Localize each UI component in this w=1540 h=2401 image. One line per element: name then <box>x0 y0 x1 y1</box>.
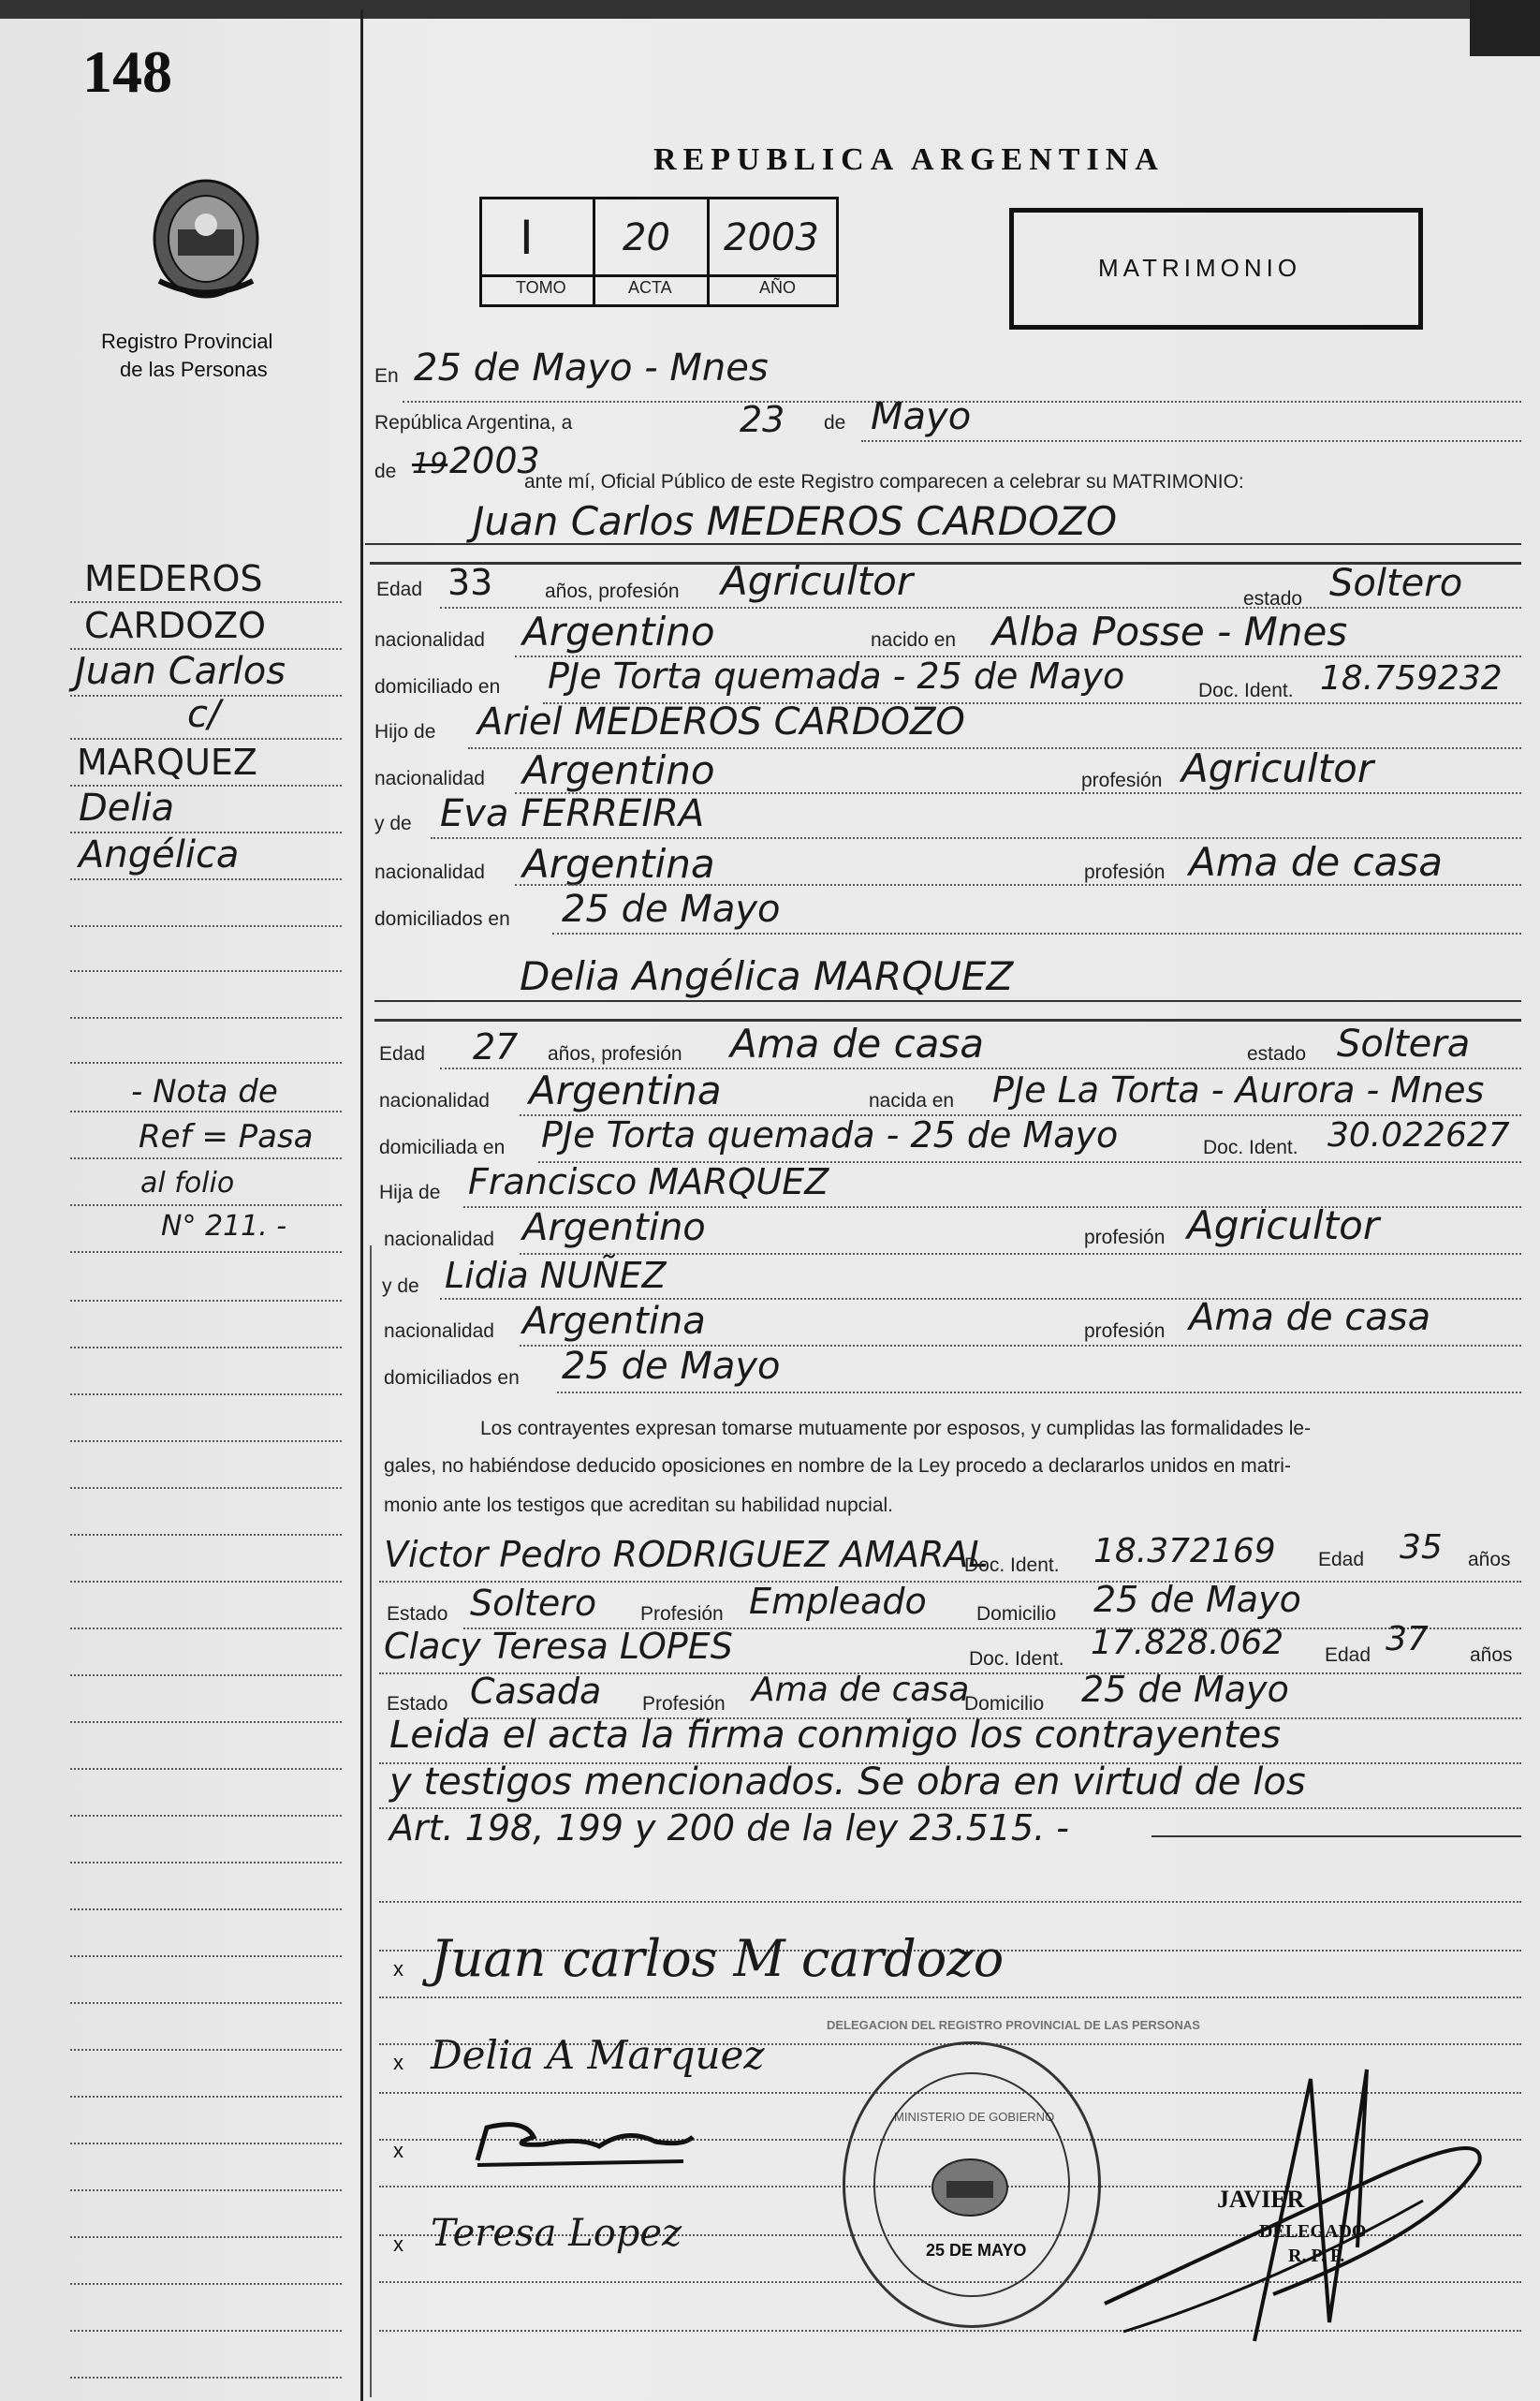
margin-line <box>70 1581 342 1583</box>
margin-line <box>70 2236 342 2238</box>
bride-address: PJe Torta quemada - 25 de Mayo <box>541 1114 1119 1156</box>
bride-doc-id: 30.022627 <box>1327 1116 1510 1155</box>
fill-line <box>557 1392 1521 1393</box>
witness1-edad-label: Edad <box>1318 1549 1365 1570</box>
margin-line <box>70 1862 342 1863</box>
signature-mark: x <box>393 1957 403 1981</box>
fill-line <box>379 1996 1521 1998</box>
groom-father-prof-label: profesión <box>1081 770 1163 791</box>
ano-value: 2003 <box>724 216 819 259</box>
fill-line <box>379 1901 1521 1903</box>
margin-line <box>70 2377 342 2379</box>
groom-anos-profesion-label: años, profesión <box>545 581 680 602</box>
margin-line <box>70 2283 342 2285</box>
groom-nacionalidad-label: nacionalidad <box>374 629 485 651</box>
groom-parents-dom-label: domiciliados en <box>374 908 510 930</box>
margin-bride-name2: Angélica <box>79 833 240 876</box>
signature-mark: x <box>393 2139 403 2162</box>
ano-label: AÑO <box>759 278 797 297</box>
witness1-age: 35 <box>1400 1528 1443 1567</box>
margin-line <box>70 1062 342 1064</box>
closing-rule <box>1151 1835 1521 1837</box>
margin-line <box>70 1768 342 1770</box>
margin-line <box>70 1440 342 1442</box>
margin-line <box>70 1487 342 1489</box>
cell-divider <box>707 199 710 304</box>
bride-civil-status: Soltera <box>1337 1023 1471 1066</box>
margin-line <box>70 878 342 880</box>
groom-edad-label: Edad <box>376 579 423 600</box>
inner-rule <box>370 1245 372 2397</box>
signature-mark: x <box>393 2051 403 2074</box>
groom-father-nationality: Argentino <box>522 747 715 793</box>
witness1-doc-id: 18.372169 <box>1093 1532 1276 1570</box>
groom-doc-id: 18.759232 <box>1320 659 1503 698</box>
witness2-domicilio-label: Domicilio <box>964 1693 1045 1715</box>
groom-mother-nationality: Argentina <box>522 841 715 887</box>
en-label: En <box>374 365 399 387</box>
groom-full-name: Juan Carlos MEDEROS CARDOZO <box>473 498 1118 544</box>
bride-signature: Delia A Marquez <box>431 2032 765 2078</box>
witness2-docid-label: Doc. Ident. <box>969 1648 1064 1670</box>
republica-label: República Argentina, a <box>374 412 573 434</box>
groom-mother-profession: Ama de casa <box>1189 839 1444 885</box>
bride-birthplace: PJe La Torta - Aurora - Mnes <box>992 1069 1485 1111</box>
closing-line1: Leida el acta la firma conmigo los contrayentes <box>389 1714 1282 1757</box>
page-number: 148 <box>82 38 172 105</box>
bride-parents-address: 25 de Mayo <box>562 1345 781 1388</box>
witness1-profesion-label: Profesión <box>640 1603 724 1625</box>
bride-mother-nationality: Argentina <box>522 1300 706 1343</box>
witness1-anos-label: años <box>1468 1549 1511 1570</box>
seal-ring-text: DELEGACION DEL REGISTRO PROVINCIAL DE LAS PERSONAS <box>827 2018 1200 2032</box>
bride-hija-label: Hija de <box>379 1182 441 1203</box>
witness1-signature <box>468 2118 702 2174</box>
bride-mother-profession: Ama de casa <box>1189 1296 1431 1339</box>
bride-father-profession: Agricultor <box>1187 1202 1380 1248</box>
groom-nacido-label: nacido en <box>871 629 957 651</box>
margin-line <box>70 601 342 603</box>
margin-line <box>70 1628 342 1629</box>
bride-age: 27 <box>473 1026 519 1068</box>
witness2-anos-label: años <box>1470 1644 1513 1666</box>
margin-note-line3: al folio <box>140 1167 235 1200</box>
corner-shadow <box>1470 0 1540 56</box>
signature-mark: x <box>393 2232 403 2256</box>
margin-surname2: CARDOZO <box>84 605 267 646</box>
margin-line <box>70 2189 342 2191</box>
bride-docid-label: Doc. Ident. <box>1203 1137 1298 1158</box>
groom-signature: Juan carlos M cardozo <box>431 1929 1005 1988</box>
seal-center-text: 25 DE MAYO <box>926 2241 1027 2260</box>
country-title: REPUBLICA ARGENTINA <box>653 142 1165 177</box>
margin-line <box>70 1157 342 1159</box>
margin-line <box>70 1908 342 1910</box>
margin-surname1: MEDEROS <box>84 558 263 599</box>
bride-nationality: Argentina <box>529 1068 722 1113</box>
provincial-emblem-icon <box>145 173 267 304</box>
groom-estado-label: estado <box>1243 588 1303 610</box>
margin-line <box>70 1204 342 1206</box>
top-edge <box>0 0 1540 19</box>
margin-line <box>70 1815 342 1817</box>
fill-line <box>552 933 1521 935</box>
witness1-civil-status: Soltero <box>470 1583 597 1624</box>
witness1-address: 25 de Mayo <box>1093 1579 1301 1620</box>
month-value: Mayo <box>871 395 972 438</box>
bride-mother-nat-label: nacionalidad <box>384 1320 494 1342</box>
margin-line <box>70 2096 342 2098</box>
witness1-name: Victor Pedro RODRIGUEZ AMARAL <box>384 1534 989 1575</box>
witness1-estado-label: Estado <box>387 1603 448 1625</box>
acta-value: 20 <box>623 216 670 259</box>
official-signature <box>1086 2060 1498 2369</box>
margin-line <box>70 1251 342 1253</box>
label-row-rule <box>482 274 836 277</box>
groom-mother-prof-label: profesión <box>1084 862 1166 883</box>
stamp-line3: R. P. P. <box>1288 2246 1345 2266</box>
stamp-line2: DELEGADO <box>1259 2221 1367 2242</box>
witness2-age: 37 <box>1386 1620 1429 1658</box>
margin-line <box>70 1017 342 1019</box>
de2-label: de <box>374 461 397 482</box>
document-type-box <box>1009 208 1423 330</box>
bride-estado-label: estado <box>1247 1043 1307 1065</box>
groom-civil-status: Soltero <box>1329 562 1463 605</box>
fill-line <box>515 884 1521 886</box>
closing-line2: y testigos mencionados. Se obra en virtud de los <box>389 1760 1306 1804</box>
fill-line <box>520 1253 1521 1255</box>
bride-edad-label: Edad <box>379 1043 426 1065</box>
bride-father: Francisco MARQUEZ <box>468 1161 829 1202</box>
groom-profession: Agricultor <box>721 558 914 604</box>
tomo-label: TOMO <box>516 278 566 297</box>
groom-nationality: Argentino <box>522 609 715 655</box>
witness2-edad-label: Edad <box>1325 1644 1371 1666</box>
record-number-box <box>479 197 839 307</box>
margin-line <box>70 1393 342 1395</box>
bride-father-prof-label: profesión <box>1084 1227 1166 1248</box>
witness2-address: 25 de Mayo <box>1081 1669 1289 1710</box>
witness2-civil-status: Casada <box>470 1671 602 1712</box>
registry-name-line1: Registro Provincial <box>101 330 273 353</box>
registry-name-line2: de las Personas <box>120 358 268 381</box>
name-rule <box>374 1000 1521 1002</box>
margin-rule <box>360 9 363 2401</box>
witness2-profesion-label: Profesión <box>642 1693 726 1715</box>
document-type: MATRIMONIO <box>1098 254 1302 282</box>
intro-text: ante mí, Oficial Público de este Registro comparecen a celebrar su MATRIMONIO: <box>524 471 1244 493</box>
day-value: 23 <box>740 399 785 440</box>
declaration-line3: monio ante los testigos que acreditan su habilidad nupcial. <box>384 1495 894 1516</box>
closing-line3: Art. 198, 199 y 200 de la ley 23.515. - <box>389 1807 1069 1849</box>
groom-age: 33 <box>447 562 493 603</box>
margin-given-names: Juan Carlos <box>75 650 286 693</box>
bride-profession: Ama de casa <box>730 1021 985 1067</box>
groom-father-nat-label: nacionalidad <box>374 768 485 789</box>
margin-line <box>70 1300 342 1302</box>
witness1-profession: Empleado <box>749 1581 927 1622</box>
margin-line <box>70 925 342 927</box>
place-value: 25 de Mayo - Mnes <box>414 346 769 390</box>
groom-father: Ariel MEDEROS CARDOZO <box>477 700 965 744</box>
witness2-name: Clacy Teresa LOPES <box>384 1626 733 1667</box>
de-label: de <box>824 412 846 434</box>
bride-domiciliada-label: domiciliada en <box>379 1137 506 1158</box>
seal-inner-text: MINISTERIO DE GOBIERNO <box>894 2110 1055 2124</box>
groom-birthplace: Alba Posse - Mnes <box>992 609 1348 655</box>
margin-line <box>70 2143 342 2144</box>
bride-nacida-label: nacida en <box>869 1090 955 1112</box>
groom-mother-nat-label: nacionalidad <box>374 862 485 883</box>
groom-hijo-label: Hijo de <box>374 721 436 743</box>
groom-domiciliado-label: domiciliado en <box>374 676 501 698</box>
margin-bride-surname: MARQUEZ <box>77 742 257 783</box>
groom-mother: Eva FERREIRA <box>440 792 705 835</box>
margin-line <box>70 1347 342 1348</box>
stamp-line1: JAVIER <box>1217 2186 1305 2213</box>
bride-mother-prof-label: profesión <box>1084 1320 1166 1342</box>
groom-yde-label: y de <box>374 813 412 834</box>
official-seal <box>827 2018 1200 2328</box>
margin-line <box>70 738 342 740</box>
witness1-docid-label: Doc. Ident. <box>964 1554 1060 1576</box>
bride-father-nat-label: nacionalidad <box>384 1229 494 1250</box>
groom-parents-address: 25 de Mayo <box>562 888 781 931</box>
witness2-estado-label: Estado <box>387 1693 448 1715</box>
margin-bride-name1: Delia <box>79 787 175 830</box>
bride-yde-label: y de <box>382 1275 419 1297</box>
bride-father-nationality: Argentino <box>522 1206 706 1249</box>
margin-connector: c/ <box>187 693 221 736</box>
declaration-line2: gales, no habiéndose deducido oposiciones en nombre de la Ley procedo a declararlos unidos en matri- <box>384 1455 1291 1477</box>
struck-year: 19 <box>412 448 448 480</box>
margin-line <box>70 970 342 972</box>
groom-address: PJe Torta quemada - 25 de Mayo <box>548 655 1125 697</box>
margin-line <box>70 2049 342 2051</box>
bride-full-name: Delia Angélica MARQUEZ <box>520 953 1014 999</box>
groom-father-profession: Agricultor <box>1181 745 1374 791</box>
margin-line <box>70 1534 342 1536</box>
bride-nacionalidad-label: nacionalidad <box>379 1090 490 1112</box>
cell-divider <box>593 199 595 304</box>
name-rule <box>365 543 1521 545</box>
margin-line <box>70 1955 342 1957</box>
year-value: 2003 <box>449 440 540 481</box>
seal-emblem-icon <box>928 2155 1012 2220</box>
witness1-domicilio-label: Domicilio <box>976 1603 1057 1625</box>
margin-line <box>70 2002 342 2004</box>
tomo-value: I <box>520 211 534 265</box>
groom-docid-label: Doc. Ident. <box>1198 680 1294 701</box>
fill-line <box>861 440 1521 442</box>
declaration-line1: Los contrayentes expresan tomarse mutuamente por esposos, y cumplidas las formalidades le- <box>480 1418 1312 1439</box>
witness2-profession: Ama de casa <box>752 1671 970 1709</box>
margin-note-line4: N° 211. - <box>161 1210 287 1243</box>
acta-label: ACTA <box>628 278 672 297</box>
witness2-doc-id: 17.828.062 <box>1091 1624 1284 1662</box>
margin-note-line2: Ref = Pasa <box>139 1118 314 1156</box>
margin-note-line1: - Nota de <box>131 1073 278 1111</box>
margin-line <box>70 1721 342 1723</box>
witness2-signature: Teresa Lopez <box>431 2212 682 2255</box>
bride-parents-dom-label: domiciliados en <box>384 1367 520 1389</box>
bride-anos-profesion-label: años, profesión <box>548 1043 682 1065</box>
bride-mother: Lidia NUÑEZ <box>445 1255 667 1296</box>
margin-line <box>70 1674 342 1676</box>
margin-line <box>70 2330 342 2332</box>
margin-line <box>70 1111 342 1112</box>
